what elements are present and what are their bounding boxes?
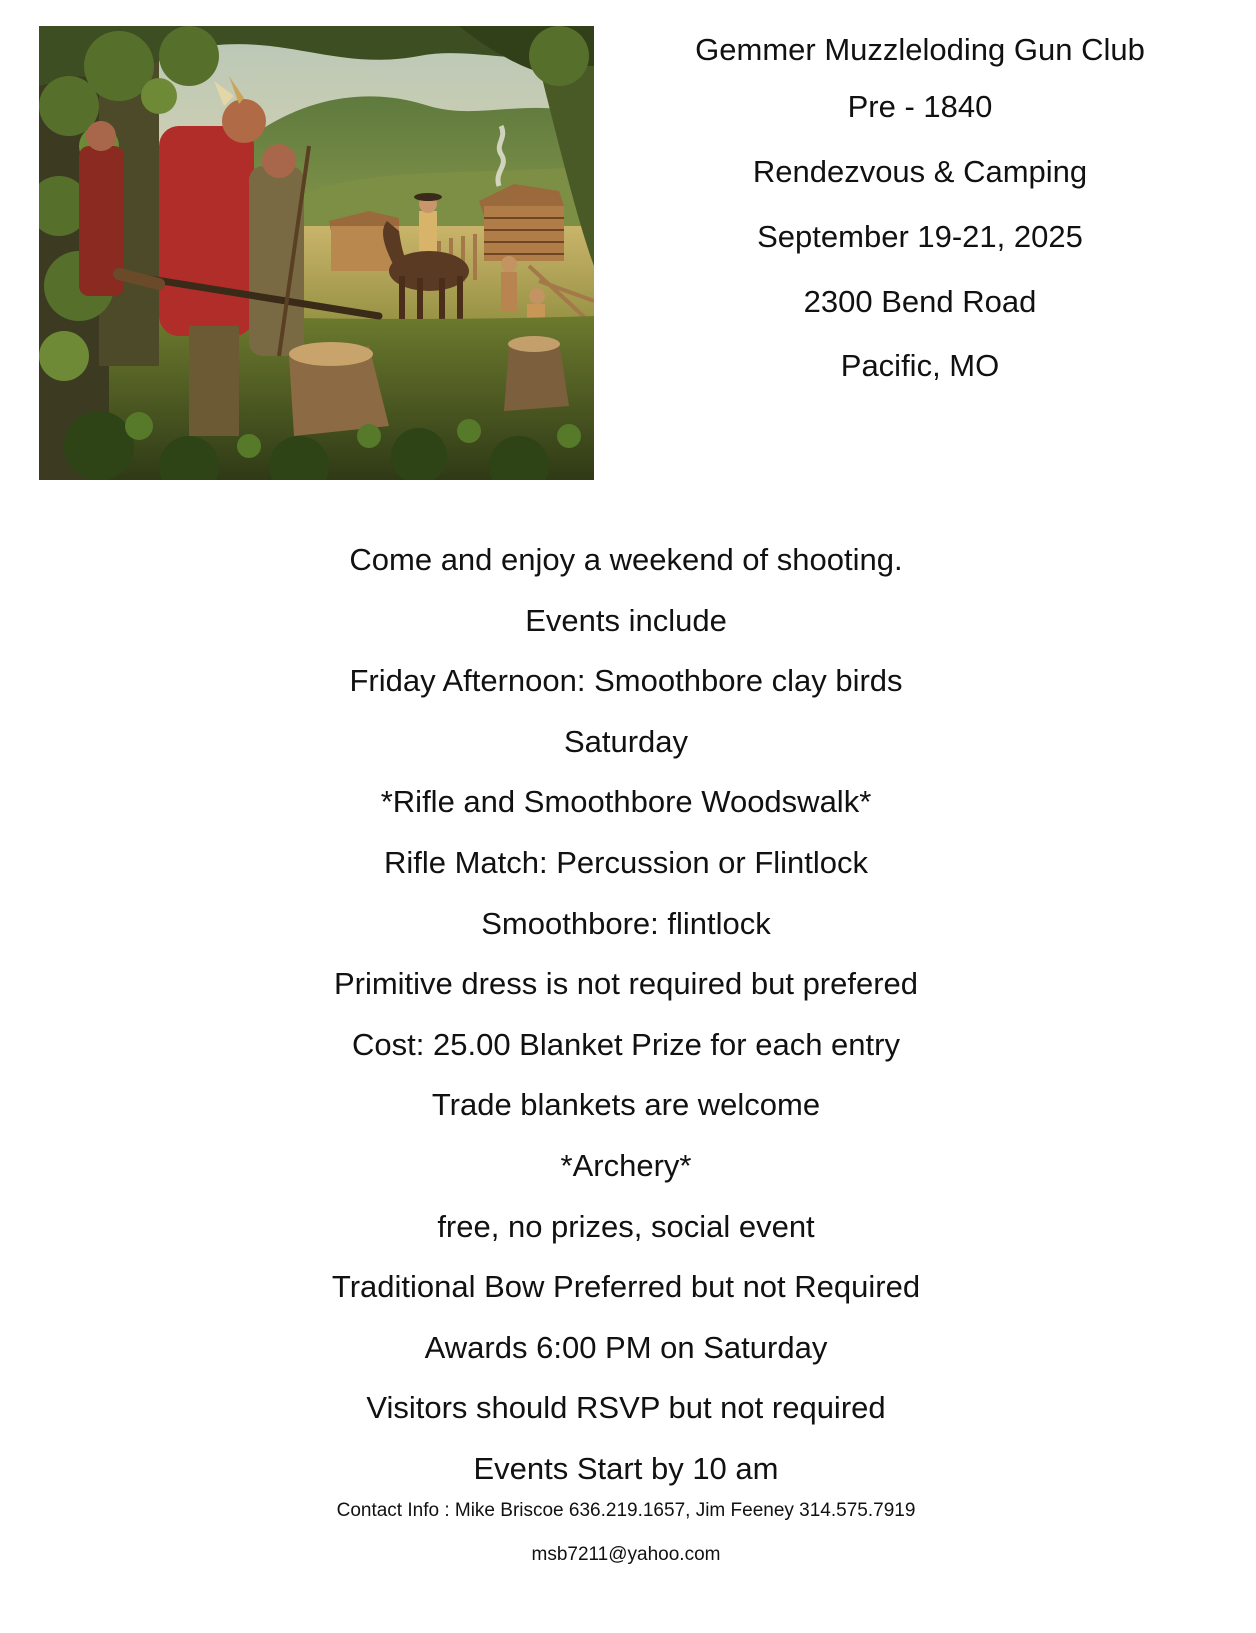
contact-email: msb7211@yahoo.com: [531, 1544, 721, 1565]
intro-line: Come and enjoy a weekend of shooting.: [349, 542, 903, 577]
dress-code-line: Primitive dress is not required but prefered: [333, 966, 919, 1002]
friday-event-line: Friday Afternoon: Smoothbore clay birds: [349, 663, 903, 699]
visitors-rsvp-line: Visitors should RSVP but not required: [366, 1390, 886, 1426]
event-name: Rendezvous & Camping: [752, 154, 1088, 189]
cost-line: Cost: 25.00 Blanket Prize for each entry: [352, 1026, 900, 1062]
event-dates: September 19-21, 2025: [757, 219, 1083, 254]
woodswalk-line: *Rifle and Smoothbore Woodswalk*: [380, 784, 872, 820]
contact-info: Contact Info : Mike Briscoe 636.219.1657, Jim Feeney 314.575.7919: [336, 1500, 916, 1521]
event-city: Pacific, MO: [840, 348, 1000, 383]
awards-line: Awards 6:00 PM on Saturday: [424, 1329, 828, 1365]
event-era: Pre - 1840: [847, 89, 993, 124]
frontier-painting-image: [39, 26, 594, 480]
saturday-heading: Saturday: [563, 723, 689, 759]
event-details: [226, 530, 1026, 1500]
rifle-match-line: Rifle Match: Percussion or Flintlock: [383, 844, 869, 880]
club-name: Gemmer Muzzleloding Gun Club: [695, 32, 1145, 67]
archery-details-line: free, no prizes, social event: [437, 1208, 815, 1244]
bow-preference-line: Traditional Bow Preferred but not Required: [331, 1269, 921, 1305]
smoothbore-line: Smoothbore: flintlock: [481, 905, 771, 941]
start-time-line: Events Start by 10 am: [473, 1450, 779, 1486]
event-street-address: 2300 Bend Road: [803, 284, 1037, 319]
archery-heading: *Archery*: [560, 1147, 692, 1183]
trade-blankets-line: Trade blankets are welcome: [431, 1087, 821, 1123]
events-include-line: Events include: [525, 602, 727, 638]
